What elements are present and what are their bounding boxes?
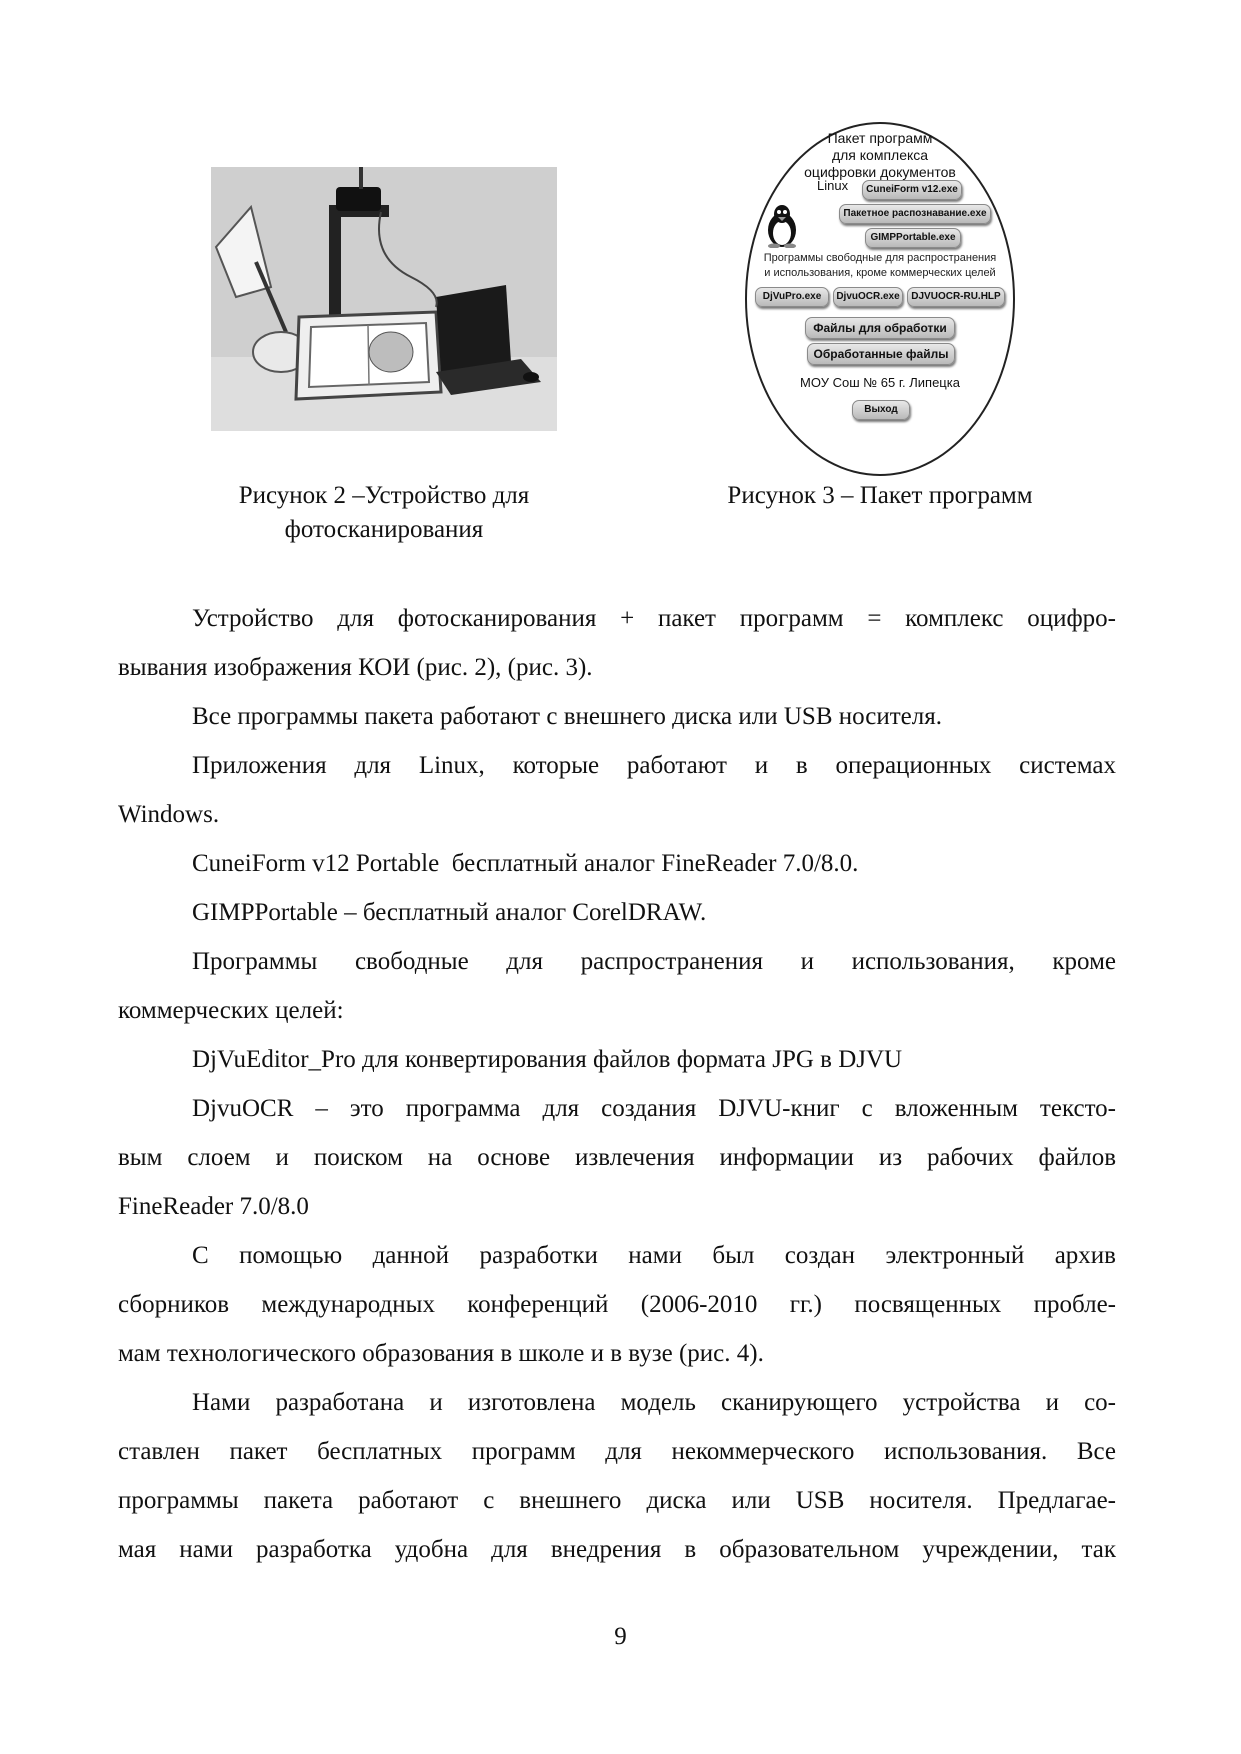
paragraph-4 <box>118 839 1116 888</box>
paragraph-9-line-2: сборников международных конференций (2006-2010 гг.) посвященных пробле- <box>118 1291 1116 1318</box>
scanning-device-illustration <box>211 167 557 431</box>
menu-free-programs-note-1: Программы свободные для распространения <box>763 252 997 264</box>
djvuocr-button[interactable]: DjvuOCR.exe <box>833 287 903 307</box>
paragraph-9-line-1: С помощью данной разработки нами был создан электронный архив <box>192 1242 1116 1269</box>
linux-tux-icon <box>763 204 801 248</box>
paragraph-5 <box>118 888 1116 937</box>
files-to-process-button[interactable]: Файлы для обработки <box>805 317 955 339</box>
paragraph-3 <box>118 741 1116 839</box>
batch-recognition-button[interactable]: Пакетное распознавание.exe <box>839 204 991 224</box>
figure-3-program-menu <box>745 122 1015 476</box>
paragraph-1-line-1: Устройство для фотосканирования + пакет программ = комплекс оцифро- <box>192 605 1116 632</box>
figure-2-caption-line-1: Рисунок 2 –Устройство для <box>238 482 530 509</box>
menu-title-line-2: для комплекса <box>831 147 929 163</box>
paragraph-9 <box>118 1231 1116 1378</box>
djvupro-button[interactable]: DjVuPro.exe <box>755 287 829 307</box>
paragraph-1-line-2: вывания изображения КОИ (рис. 2), (рис. 3). <box>118 654 593 681</box>
paragraph-10-line-4: мая нами разработка удобна для внедрения в образовательном учреждении, так <box>118 1536 1116 1563</box>
paragraph-5-line-1: GIMPPortable – бесплатный аналог CorelDRAW. <box>192 899 707 926</box>
paragraph-6-line-2: коммерческих целей: <box>118 997 344 1024</box>
paragraph-6 <box>118 937 1116 1035</box>
gimp-portable-button[interactable]: GIMPPortable.exe <box>865 228 961 248</box>
paragraph-3-line-2: Windows. <box>118 801 220 828</box>
paragraph-10-line-3: программы пакета работают с внешнего диска или USB носителя. Предлагае- <box>118 1487 1116 1514</box>
page-number: 9 <box>614 1623 627 1650</box>
paragraph-6-line-1: Программы свободные для распространения и использования, кроме <box>192 948 1116 975</box>
paragraph-8-line-3: FineReader 7.0/8.0 <box>118 1193 309 1220</box>
paragraph-8-line-2: вым слоем и поиском на основе извлечения информации из рабочих файлов <box>118 1144 1116 1171</box>
figure-3-caption: Рисунок 3 – Пакет программ <box>727 482 1033 509</box>
paragraph-2-line-1: Все программы пакета работают с внешнего диска или USB носителя. <box>192 703 942 730</box>
paragraph-9-line-3: мам технологического образования в школе и в вузе (рис. 4). <box>118 1340 764 1367</box>
figure-2-photo <box>211 167 557 431</box>
paragraph-7 <box>118 1035 1116 1084</box>
cuneiform-button[interactable]: CuneiForm v12.exe <box>862 180 962 200</box>
paragraph-3-line-1: Приложения для Linux, которые работают и в операционных системах <box>192 752 1116 779</box>
paragraph-1 <box>118 594 1116 692</box>
exit-button[interactable]: Выход <box>852 400 910 420</box>
paragraph-10-line-1: Нами разработана и изготовлена модель сканирующего устройства и со- <box>192 1389 1116 1416</box>
processed-files-button[interactable]: Обработанные файлы <box>807 343 955 365</box>
paragraph-4-line-1: CuneiForm v12 Portable бесплатный аналог FineReader 7.0/8.0. <box>192 850 859 877</box>
menu-linux-label: Linux <box>817 178 849 193</box>
menu-title-line-3: оцифровки документов <box>804 164 956 180</box>
paragraph-10 <box>118 1378 1116 1574</box>
menu-school-label: МОУ Сош № 65 г. Липецка <box>800 375 960 390</box>
paragraph-10-line-2: ставлен пакет бесплатных программ для некоммерческого использования. Все <box>118 1438 1116 1465</box>
djvuocr-help-button[interactable]: DJVUOCR-RU.HLP <box>907 287 1005 307</box>
paragraph-7-line-1: DjVuEditor_Pro для конвертирования файлов формата JPG в DJVU <box>192 1046 903 1073</box>
menu-title-line-1: Пакет программ <box>827 130 933 146</box>
menu-free-programs-note-2: и использования, кроме коммерческих целей <box>764 267 996 279</box>
paragraph-2 <box>118 692 1116 741</box>
paragraph-8 <box>118 1084 1116 1231</box>
paragraph-8-line-1: DjvuOCR – это программа для создания DJVU-книг с вложенным тексто- <box>192 1095 1116 1122</box>
figure-2-caption-line-2: фотосканирования <box>284 516 484 543</box>
